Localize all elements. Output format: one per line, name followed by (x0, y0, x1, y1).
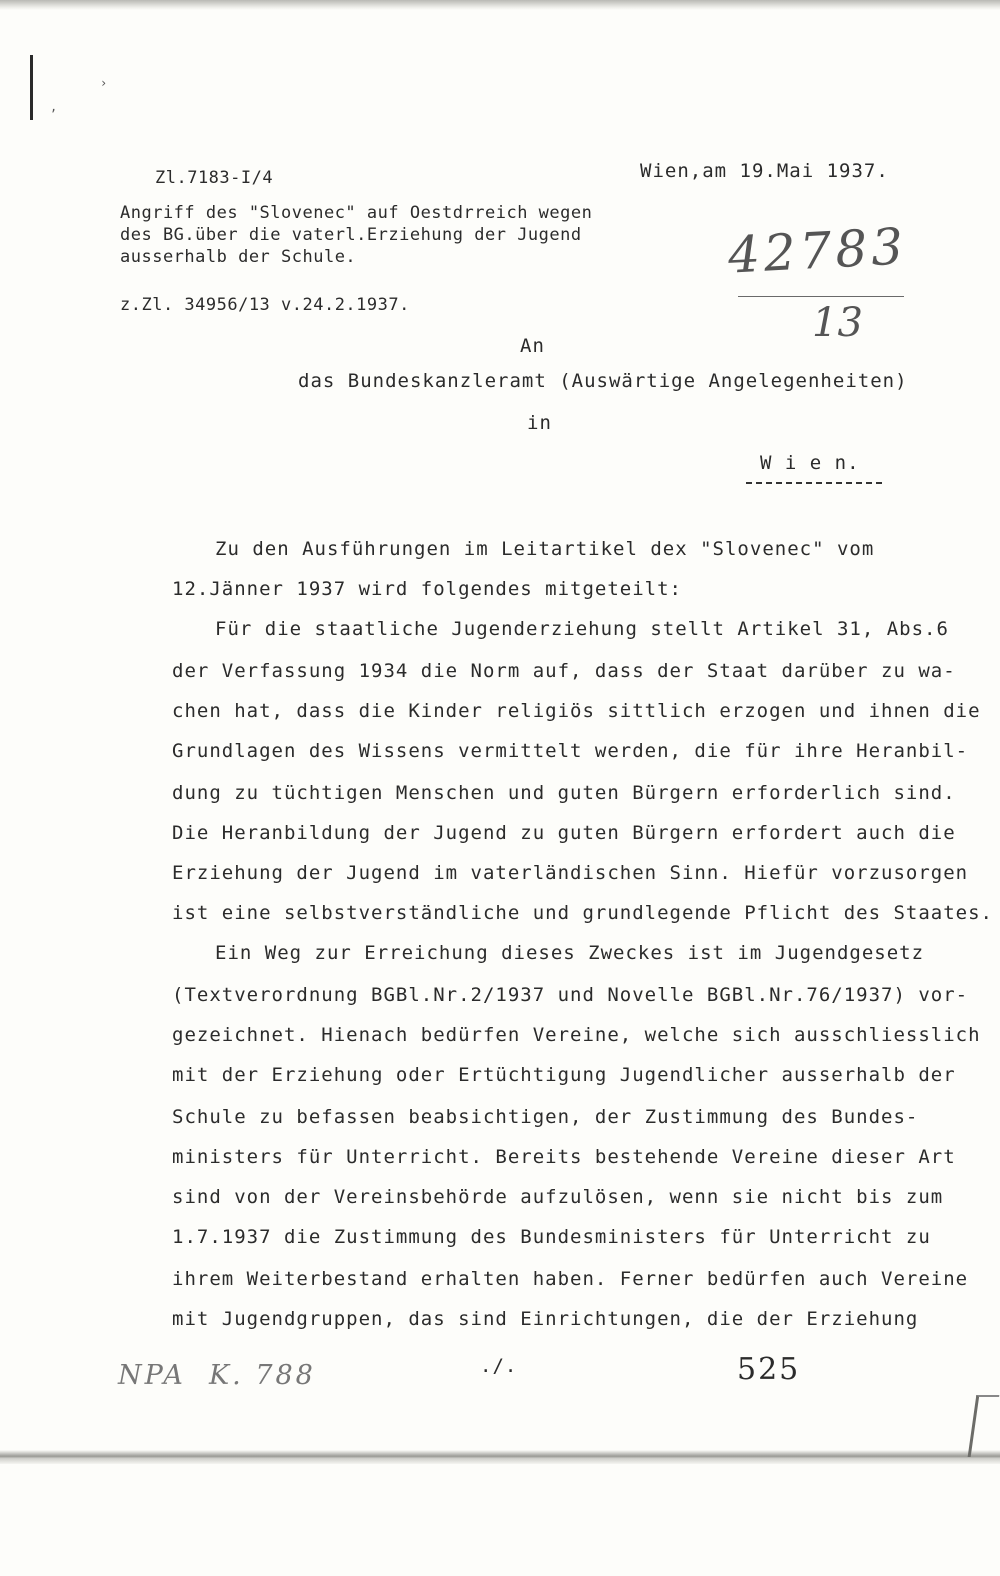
body-line: Zu den Ausführungen im Leitartikel dex "Slovenec" vom (215, 538, 875, 560)
subject-line-2: des BG.über die vaterl.Erziehung der Jugend (120, 225, 582, 245)
address-in: in (527, 412, 552, 434)
body-line: sind von der Vereinsbehörde aufzulösen, wenn sie nicht bis zum (172, 1186, 944, 1208)
body-line: 12.Jänner 1937 wird folgendes mitgeteilt: (172, 578, 682, 600)
margin-speck: › (100, 76, 108, 90)
page-number: 525 (737, 1352, 801, 1387)
body-line: ihrem Weiterbestand erhalten haben. Ferner bedürfen auch Vereine (172, 1268, 969, 1290)
body-line: dung zu tüchtigen Menschen und guten Bürgern erforderlich sind. (172, 782, 956, 804)
page-corner-fold (968, 1395, 1000, 1457)
margin-speck: , (50, 100, 58, 114)
body-line: chen hat, dass die Kinder religiös sittlich erzogen und ihnen die (172, 700, 981, 722)
subject-line-1: Angriff des "Slovenec" auf Oestdrreich wegen (120, 203, 593, 223)
archive-note: NPA K. 788 (118, 1360, 316, 1391)
margin-mark (30, 55, 33, 120)
body-line: Ein Weg zur Erreichung dieses Zweckes ist im Jugendgesetz (215, 942, 925, 964)
subject-line-3: ausserhalb der Schule. (120, 247, 357, 267)
page-top-edge (0, 0, 1000, 10)
body-line: mit der Erziehung oder Ertüchtigung Jugendlicher ausserhalb der (172, 1064, 956, 1086)
body-line: ist eine selbstverständliche und grundlegende Pflicht des Staates. (172, 902, 993, 924)
body-line: Für die staatliche Jugenderziehung stellt Artikel 31, Abs.6 (215, 618, 949, 640)
city-underline (746, 482, 882, 484)
address-recipient: das Bundeskanzleramt (Auswärtige Angelegenheiten) (298, 370, 908, 392)
address-an: An (520, 335, 545, 357)
prior-reference: z.Zl. 34956/13 v.24.2.1937. (120, 295, 410, 315)
body-line: der Verfassung 1934 die Norm auf, dass der Staat darüber zu wa- (172, 660, 956, 682)
address-city: W i e n. (760, 452, 860, 474)
body-line: gezeichnet. Hienach bedürfen Vereine, welche sich ausschliesslich (172, 1024, 981, 1046)
body-line: Die Heranbildung der Jugend zu guten Bürgern erfordert auch die (172, 822, 956, 844)
body-line: ministers für Unterricht. Bereits bestehende Vereine dieser Art (172, 1146, 956, 1168)
reference-number: Zl.7183-I/4 (155, 168, 274, 188)
body-line: 1.7.1937 die Zustimmung des Bundesministers für Unterricht zu (172, 1226, 931, 1248)
continuation-mark: ./. (480, 1355, 518, 1377)
registry-stamp-rule (738, 296, 904, 297)
place-and-date: Wien,am 19.Mai 1937. (640, 160, 889, 182)
body-line: mit Jugendgruppen, das sind Einrichtungen, die der Erziehung (172, 1308, 919, 1330)
registry-stamp-number: 42783 (726, 217, 909, 285)
page-bottom-edge (0, 1450, 1000, 1464)
registry-stamp-sub: 13 (812, 300, 863, 346)
body-line: Schule zu befassen beabsichtigen, der Zustimmung des Bundes- (172, 1106, 919, 1128)
body-line: Erziehung der Jugend im vaterländischen Sinn. Hiefür vorzusorgen (172, 862, 969, 884)
body-line: (Textverordnung BGBl.Nr.2/1937 und Novelle BGBl.Nr.76/1937) vor- (172, 984, 969, 1006)
body-line: Grundlagen des Wissens vermittelt werden, die für ihre Heranbil- (172, 740, 969, 762)
